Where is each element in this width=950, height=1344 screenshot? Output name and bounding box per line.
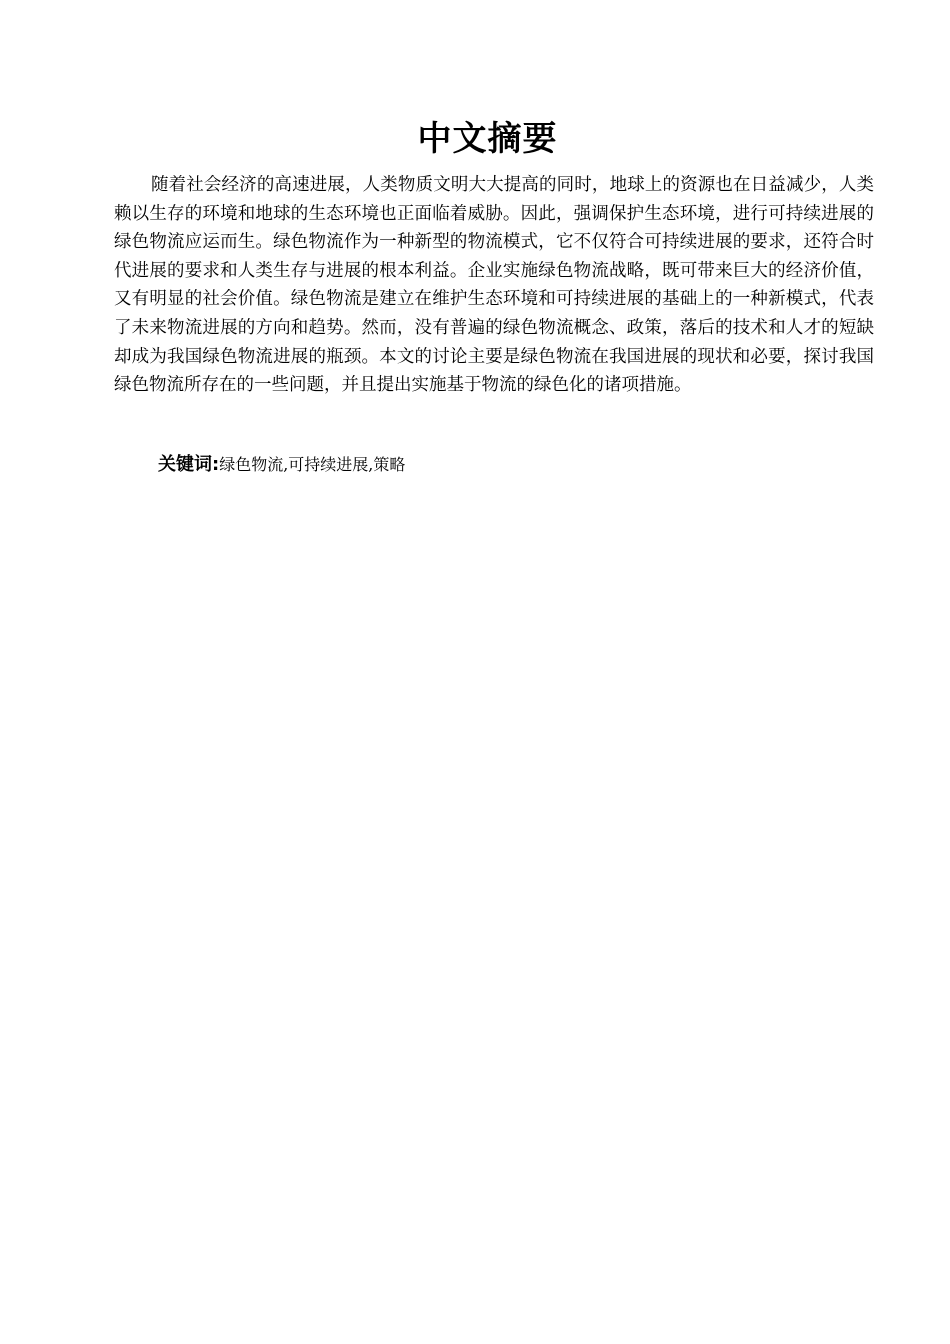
- keywords-line: [158, 452, 758, 478]
- keywords-values: 绿色物流,可持续进展,策略: [219, 455, 406, 474]
- page-title: 中文摘要: [417, 119, 558, 159]
- keywords-label: 关键词:: [158, 454, 220, 475]
- abstract-paragraph: 随着社会经济的高速进展，人类物质文明大大提高的同时，地球上的资源也在日益减少，人类赖以生存的环境和地球的生态环境也正面临着威胁。因此，强调保护生态环境，进行可持续进展的绿色物流应运而生。绿色物流作为一种新型的物流模式，它不仅符合可持续进展的要求，还符合时代进展的要求和人类生存与进展的根本利益。企业实施绿色物流战略，既可带来巨大的经济价值，又有明显的社会价值。绿色物流是建立在维护生态环境和可持续进展的基础上的一种新模式，代表了未来物流进展的方向和趋势。然而，没有普遍的绿色物流概念、政策，落后的技术和人才的短缺却成为我国绿色物流进展的瓶颈。本文的讨论主要是绿色物流在我国进展的现状和必要，探讨我国绿色物流所存在的一些问题，并且提出实施基于物流的绿色化的诸项措施。: [114, 175, 874, 396]
